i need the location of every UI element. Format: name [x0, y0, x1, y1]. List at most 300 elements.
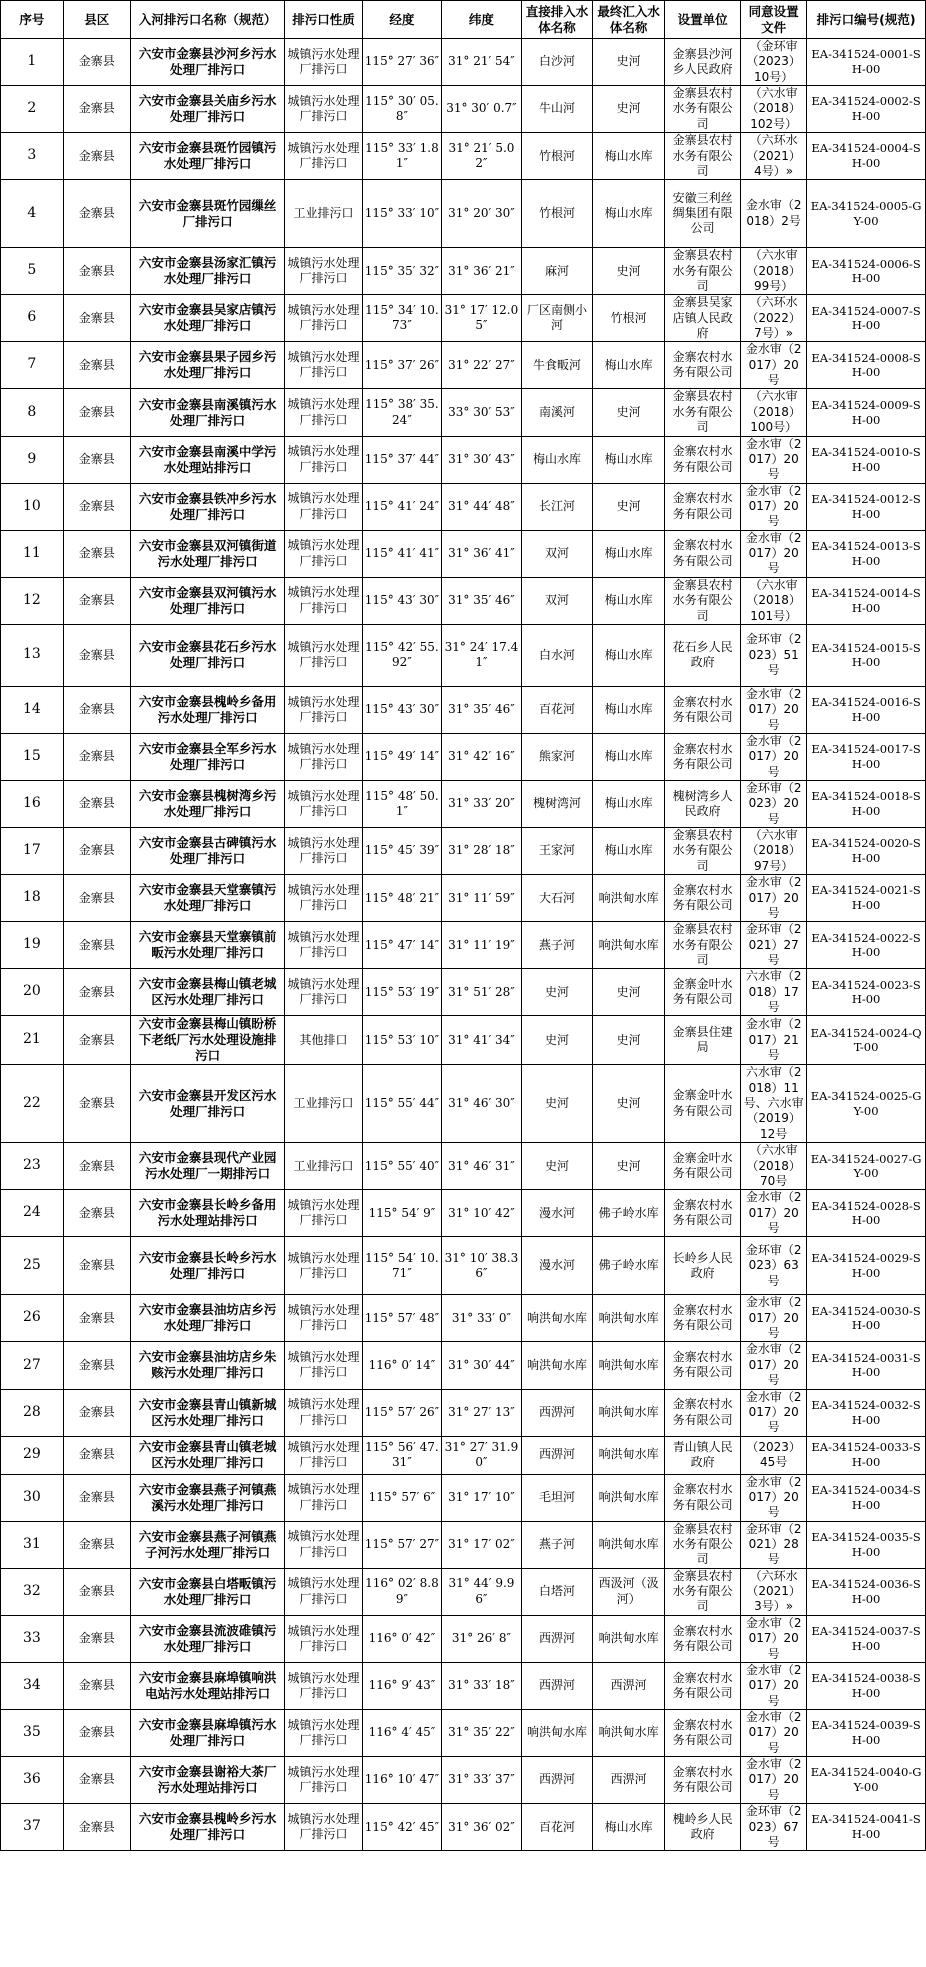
direct-water-cell: 梅山水库 [521, 436, 593, 483]
unit-cell: 金寨县农村水务有限公司 [665, 1521, 741, 1568]
direct-water-cell: 西淠河 [521, 1389, 593, 1436]
latitude-cell: 31° 17′ 10″ [442, 1474, 522, 1521]
seq-cell: 13 [1, 624, 64, 686]
final-water-cell: 西淠河 [593, 1662, 665, 1709]
longitude-cell: 115° 47′ 14″ [362, 922, 442, 969]
final-water-cell: 响洪甸水库 [593, 922, 665, 969]
table-row [1, 1615, 926, 1662]
final-water-cell: 响洪甸水库 [593, 1709, 665, 1756]
table-row [1, 248, 926, 295]
seq-cell: 12 [1, 577, 64, 624]
direct-water-cell: 西淠河 [521, 1615, 593, 1662]
longitude-cell: 116° 02′ 8.89″ [362, 1568, 442, 1615]
longitude-cell: 116° 0′ 42″ [362, 1615, 442, 1662]
unit-cell: 金寨金叶水务有限公司 [665, 1065, 741, 1143]
outfall-code-cell: EA-341524-0007-SH-00 [807, 295, 926, 342]
latitude-cell: 31° 36′ 02″ [442, 1804, 522, 1851]
outfall-code-cell: EA-341524-0022-SH-00 [807, 922, 926, 969]
approval-doc-cell: （2023）45号 [741, 1436, 807, 1474]
approval-doc-cell: （六环水（2021）4号）» [741, 133, 807, 180]
direct-water-cell: 史河 [521, 1065, 593, 1143]
nature-cell: 城镇污水处理厂排污口 [285, 342, 362, 389]
final-water-cell: 梅山水库 [593, 686, 665, 733]
direct-water-cell: 西淠河 [521, 1757, 593, 1804]
final-water-cell: 响洪甸水库 [593, 1295, 665, 1342]
outfall-code-cell: EA-341524-0016-SH-00 [807, 686, 926, 733]
seq-cell: 11 [1, 530, 64, 577]
unit-cell: 金寨县农村水务有限公司 [665, 828, 741, 875]
table-row [1, 1295, 926, 1342]
longitude-cell: 116° 9′ 43″ [362, 1662, 442, 1709]
longitude-cell: 115° 56′ 47.31″ [362, 1436, 442, 1474]
nature-cell: 城镇污水处理厂排污口 [285, 1237, 362, 1295]
outfall-code-cell: EA-341524-0014-SH-00 [807, 577, 926, 624]
seq-cell: 7 [1, 342, 64, 389]
county-cell: 金寨县 [63, 1615, 130, 1662]
county-cell: 金寨县 [63, 180, 130, 248]
seq-cell: 20 [1, 969, 64, 1016]
direct-water-cell: 史河 [521, 969, 593, 1016]
seq-cell: 3 [1, 133, 64, 180]
direct-water-cell: 牛食畈河 [521, 342, 593, 389]
header-nature: 排污口性质 [285, 1, 362, 39]
county-cell: 金寨县 [63, 577, 130, 624]
header-outfall-name: 入河排污口名称（规范） [130, 1, 285, 39]
table-body [1, 39, 926, 1851]
final-water-cell: 史河 [593, 969, 665, 1016]
county-cell: 金寨县 [63, 1709, 130, 1756]
latitude-cell: 31° 33′ 18″ [442, 1662, 522, 1709]
table-row [1, 295, 926, 342]
county-cell: 金寨县 [63, 133, 130, 180]
outfall-code-cell: EA-341524-0001-SH-00 [807, 39, 926, 86]
direct-water-cell: 漫水河 [521, 1237, 593, 1295]
header-approval-doc: 同意设置文件 [741, 1, 807, 39]
outfall-code-cell: EA-341524-0017-SH-00 [807, 733, 926, 780]
direct-water-cell: 槐树湾河 [521, 781, 593, 828]
approval-doc-cell: （六水审（2018）99号） [741, 248, 807, 295]
table-row [1, 733, 926, 780]
unit-cell: 金寨农村水务有限公司 [665, 483, 741, 530]
approval-doc-cell: 金水审（2018）2号 [741, 180, 807, 248]
table-row [1, 1065, 926, 1143]
table-row [1, 828, 926, 875]
longitude-cell: 115° 45′ 39″ [362, 828, 442, 875]
table-row [1, 133, 926, 180]
direct-water-cell: 麻河 [521, 248, 593, 295]
final-water-cell: 响洪甸水库 [593, 1436, 665, 1474]
nature-cell: 城镇污水处理厂排污口 [285, 686, 362, 733]
direct-water-cell: 百花河 [521, 686, 593, 733]
latitude-cell: 31° 17′ 12.05″ [442, 295, 522, 342]
longitude-cell: 115° 55′ 44″ [362, 1065, 442, 1143]
final-water-cell: 史河 [593, 483, 665, 530]
header-outfall-code: 排污口编号(规范) [807, 1, 926, 39]
header-unit: 设置单位 [665, 1, 741, 39]
final-water-cell: 梅山水库 [593, 530, 665, 577]
approval-doc-cell: 六水审（2018）11号、六水审（2019）12号 [741, 1065, 807, 1143]
latitude-cell: 31° 44′ 9.96″ [442, 1568, 522, 1615]
approval-doc-cell: 金水审（2017）20号 [741, 342, 807, 389]
final-water-cell: 竹根河 [593, 295, 665, 342]
table-row [1, 781, 926, 828]
county-cell: 金寨县 [63, 922, 130, 969]
final-water-cell: 史河 [593, 86, 665, 133]
outfall-name-cell: 六安市金寨县麻埠镇污水处理厂排污口 [130, 1709, 285, 1756]
nature-cell: 城镇污水处理厂排污口 [285, 781, 362, 828]
approval-doc-cell: 金环审（2021）27号 [741, 922, 807, 969]
latitude-cell: 31° 33′ 20″ [442, 781, 522, 828]
outfall-code-cell: EA-341524-0030-SH-00 [807, 1295, 926, 1342]
county-cell: 金寨县 [63, 969, 130, 1016]
direct-water-cell: 厂区南侧小河 [521, 295, 593, 342]
outfall-code-cell: EA-341524-0024-QT-00 [807, 1016, 926, 1065]
final-water-cell: 佛子岭水库 [593, 1190, 665, 1237]
seq-cell: 33 [1, 1615, 64, 1662]
latitude-cell: 31° 26′ 8″ [442, 1615, 522, 1662]
latitude-cell: 31° 17′ 02″ [442, 1521, 522, 1568]
nature-cell: 城镇污水处理厂排污口 [285, 295, 362, 342]
latitude-cell: 31° 42′ 16″ [442, 733, 522, 780]
direct-water-cell: 西淠河 [521, 1436, 593, 1474]
unit-cell: 金寨县农村水务有限公司 [665, 1568, 741, 1615]
table-row [1, 1709, 926, 1756]
unit-cell: 青山镇人民政府 [665, 1436, 741, 1474]
outfall-name-cell: 六安市金寨县古碑镇污水处理厂排污口 [130, 828, 285, 875]
final-water-cell: 响洪甸水库 [593, 1615, 665, 1662]
final-water-cell: 响洪甸水库 [593, 1474, 665, 1521]
final-water-cell: 响洪甸水库 [593, 1521, 665, 1568]
direct-water-cell: 王家河 [521, 828, 593, 875]
outfall-code-cell: EA-341524-0027-GY-00 [807, 1143, 926, 1190]
direct-water-cell: 燕子河 [521, 922, 593, 969]
seq-cell: 23 [1, 1143, 64, 1190]
longitude-cell: 115° 57′ 48″ [362, 1295, 442, 1342]
outfall-name-cell: 六安市金寨县麻埠镇响洪电站污水处理站排污口 [130, 1662, 285, 1709]
approval-doc-cell: 金水审（2017）20号 [741, 875, 807, 922]
table-row [1, 342, 926, 389]
outfall-code-cell: EA-341524-0028-SH-00 [807, 1190, 926, 1237]
county-cell: 金寨县 [63, 1757, 130, 1804]
table-row [1, 1143, 926, 1190]
latitude-cell: 31° 28′ 18″ [442, 828, 522, 875]
latitude-cell: 31° 41′ 34″ [442, 1016, 522, 1065]
latitude-cell: 31° 30′ 44″ [442, 1342, 522, 1389]
unit-cell: 金寨县住建局 [665, 1016, 741, 1065]
county-cell: 金寨县 [63, 1342, 130, 1389]
longitude-cell: 115° 57′ 27″ [362, 1521, 442, 1568]
outfall-code-cell: EA-341524-0018-SH-00 [807, 781, 926, 828]
direct-water-cell: 白塔河 [521, 1568, 593, 1615]
nature-cell: 城镇污水处理厂排污口 [285, 389, 362, 436]
approval-doc-cell: 金水审（2017）20号 [741, 530, 807, 577]
longitude-cell: 115° 53′ 19″ [362, 969, 442, 1016]
unit-cell: 金寨县吴家店镇人民政府 [665, 295, 741, 342]
seq-cell: 2 [1, 86, 64, 133]
direct-water-cell: 竹根河 [521, 133, 593, 180]
approval-doc-cell: 金水审（2017）20号 [741, 686, 807, 733]
latitude-cell: 31° 11′ 19″ [442, 922, 522, 969]
county-cell: 金寨县 [63, 248, 130, 295]
latitude-cell: 31° 21′ 5.02″ [442, 133, 522, 180]
longitude-cell: 115° 38′ 35.24″ [362, 389, 442, 436]
longitude-cell: 115° 41′ 24″ [362, 483, 442, 530]
approval-doc-cell: 金水审（2017）20号 [741, 436, 807, 483]
unit-cell: 金寨农村水务有限公司 [665, 1662, 741, 1709]
seq-cell: 16 [1, 781, 64, 828]
seq-cell: 24 [1, 1190, 64, 1237]
latitude-cell: 31° 35′ 46″ [442, 686, 522, 733]
outfall-name-cell: 六安市金寨县槐树湾乡污水处理厂排污口 [130, 781, 285, 828]
outfall-code-cell: EA-341524-0008-SH-00 [807, 342, 926, 389]
table-row [1, 1804, 926, 1851]
approval-doc-cell: 金环审（2023）20号 [741, 781, 807, 828]
approval-doc-cell: 金环审（2021）28号 [741, 1521, 807, 1568]
unit-cell: 安徽三利丝绸集团有限公司 [665, 180, 741, 248]
outfall-name-cell: 六安市金寨县天堂寨镇污水处理厂排污口 [130, 875, 285, 922]
direct-water-cell: 长江河 [521, 483, 593, 530]
seq-cell: 15 [1, 733, 64, 780]
outfall-name-cell: 六安市金寨县汤家汇镇污水处理厂排污口 [130, 248, 285, 295]
longitude-cell: 115° 41′ 41″ [362, 530, 442, 577]
approval-doc-cell: （六水审（2018）70号 [741, 1143, 807, 1190]
direct-water-cell: 白沙河 [521, 39, 593, 86]
direct-water-cell: 漫水河 [521, 1190, 593, 1237]
latitude-cell: 31° 22′ 27″ [442, 342, 522, 389]
outfall-name-cell: 六安市金寨县青山镇老城区污水处理厂排污口 [130, 1436, 285, 1474]
outfall-code-cell: EA-341524-0020-SH-00 [807, 828, 926, 875]
table-row [1, 875, 926, 922]
final-water-cell: 梅山水库 [593, 733, 665, 780]
county-cell: 金寨县 [63, 1804, 130, 1851]
longitude-cell: 115° 37′ 26″ [362, 342, 442, 389]
outfall-name-cell: 六安市金寨县现代产业园污水处理厂一期排污口 [130, 1143, 285, 1190]
county-cell: 金寨县 [63, 1065, 130, 1143]
final-water-cell: 史河 [593, 1016, 665, 1065]
longitude-cell: 115° 57′ 26″ [362, 1389, 442, 1436]
approval-doc-cell: 金水审（2017）20号 [741, 1342, 807, 1389]
nature-cell: 城镇污水处理厂排污口 [285, 39, 362, 86]
county-cell: 金寨县 [63, 1662, 130, 1709]
outfall-code-cell: EA-341524-0029-SH-00 [807, 1237, 926, 1295]
header-county: 县区 [63, 1, 130, 39]
longitude-cell: 116° 0′ 14″ [362, 1342, 442, 1389]
longitude-cell: 115° 42′ 55.92″ [362, 624, 442, 686]
final-water-cell: 史河 [593, 1143, 665, 1190]
nature-cell: 城镇污水处理厂排污口 [285, 1709, 362, 1756]
unit-cell: 花石乡人民政府 [665, 624, 741, 686]
outfall-name-cell: 六安市金寨县全军乡污水处理厂排污口 [130, 733, 285, 780]
outfall-code-cell: EA-341524-0036-SH-00 [807, 1568, 926, 1615]
nature-cell: 城镇污水处理厂排污口 [285, 1804, 362, 1851]
approval-doc-cell: （金环审（2023）10号） [741, 39, 807, 86]
approval-doc-cell: （六水审（2018）97号） [741, 828, 807, 875]
table-row [1, 39, 926, 86]
outfall-name-cell: 六安市金寨县燕子河镇燕子河污水处理厂排污口 [130, 1521, 285, 1568]
outfall-code-cell: EA-341524-0038-SH-00 [807, 1662, 926, 1709]
longitude-cell: 115° 35′ 32″ [362, 248, 442, 295]
latitude-cell: 31° 46′ 31″ [442, 1143, 522, 1190]
final-water-cell: 史河 [593, 248, 665, 295]
nature-cell: 城镇污水处理厂排污口 [285, 1342, 362, 1389]
unit-cell: 金寨农村水务有限公司 [665, 1615, 741, 1662]
outfall-name-cell: 六安市金寨县油坊店乡污水处理厂排污口 [130, 1295, 285, 1342]
table-row [1, 1237, 926, 1295]
unit-cell: 金寨金叶水务有限公司 [665, 1143, 741, 1190]
final-water-cell: 响洪甸水库 [593, 1389, 665, 1436]
outfall-name-cell: 六安市金寨县梅山镇盼桥下老纸厂污水处理设施排污口 [130, 1016, 285, 1065]
unit-cell: 金寨县农村水务有限公司 [665, 86, 741, 133]
final-water-cell: 梅山水库 [593, 781, 665, 828]
nature-cell: 城镇污水处理厂排污口 [285, 922, 362, 969]
latitude-cell: 31° 36′ 41″ [442, 530, 522, 577]
direct-water-cell: 西淠河 [521, 1662, 593, 1709]
seq-cell: 10 [1, 483, 64, 530]
seq-cell: 21 [1, 1016, 64, 1065]
unit-cell: 金寨农村水务有限公司 [665, 1389, 741, 1436]
final-water-cell: 佛子岭水库 [593, 1237, 665, 1295]
county-cell: 金寨县 [63, 624, 130, 686]
approval-doc-cell: 金环审（2023）63号 [741, 1237, 807, 1295]
approval-doc-cell: （六环水（2021）3号）» [741, 1568, 807, 1615]
nature-cell: 城镇污水处理厂排污口 [285, 1615, 362, 1662]
outfall-name-cell: 六安市金寨县双河镇街道污水处理厂排污口 [130, 530, 285, 577]
approval-doc-cell: 金水审（2017）20号 [741, 1709, 807, 1756]
longitude-cell: 115° 48′ 21″ [362, 875, 442, 922]
unit-cell: 金寨县农村水务有限公司 [665, 133, 741, 180]
latitude-cell: 31° 35′ 22″ [442, 1709, 522, 1756]
outfall-name-cell: 六安市金寨县谢裕大茶厂污水处理站排污口 [130, 1757, 285, 1804]
approval-doc-cell: 金水审（2017）20号 [741, 733, 807, 780]
outfall-code-cell: EA-341524-0037-SH-00 [807, 1615, 926, 1662]
nature-cell: 城镇污水处理厂排污口 [285, 86, 362, 133]
county-cell: 金寨县 [63, 1143, 130, 1190]
table-row [1, 389, 926, 436]
outfall-name-cell: 六安市金寨县槐岭乡备用污水处理厂排污口 [130, 686, 285, 733]
nature-cell: 城镇污水处理厂排污口 [285, 577, 362, 624]
county-cell: 金寨县 [63, 686, 130, 733]
seq-cell: 35 [1, 1709, 64, 1756]
latitude-cell: 31° 21′ 54″ [442, 39, 522, 86]
outfall-code-cell: EA-341524-0009-SH-00 [807, 389, 926, 436]
outfall-name-cell: 六安市金寨县花石乡污水处理厂排污口 [130, 624, 285, 686]
nature-cell: 城镇污水处理厂排污口 [285, 1190, 362, 1237]
nature-cell: 城镇污水处理厂排污口 [285, 133, 362, 180]
approval-doc-cell: 金水审（2017）20号 [741, 1389, 807, 1436]
table-row [1, 1389, 926, 1436]
table-row [1, 1757, 926, 1804]
county-cell: 金寨县 [63, 1568, 130, 1615]
nature-cell: 城镇污水处理厂排污口 [285, 969, 362, 1016]
unit-cell: 金寨县农村水务有限公司 [665, 389, 741, 436]
outfall-name-cell: 六安市金寨县双河镇污水处理厂排污口 [130, 577, 285, 624]
unit-cell: 金寨县农村水务有限公司 [665, 248, 741, 295]
nature-cell: 城镇污水处理厂排污口 [285, 530, 362, 577]
outfall-name-cell: 六安市金寨县沙河乡污水处理厂排污口 [130, 39, 285, 86]
outfall-code-cell: EA-341524-0023-SH-00 [807, 969, 926, 1016]
county-cell: 金寨县 [63, 1436, 130, 1474]
final-water-cell: 梅山水库 [593, 624, 665, 686]
county-cell: 金寨县 [63, 828, 130, 875]
table-row [1, 1190, 926, 1237]
county-cell: 金寨县 [63, 530, 130, 577]
outfall-name-cell: 六安市金寨县流波碓镇污水处理厂排污口 [130, 1615, 285, 1662]
unit-cell: 金寨县农村水务有限公司 [665, 577, 741, 624]
header-row [1, 1, 926, 39]
final-water-cell: 梅山水库 [593, 828, 665, 875]
seq-cell: 27 [1, 1342, 64, 1389]
nature-cell: 城镇污水处理厂排污口 [285, 875, 362, 922]
nature-cell: 城镇污水处理厂排污口 [285, 1474, 362, 1521]
seq-cell: 37 [1, 1804, 64, 1851]
county-cell: 金寨县 [63, 389, 130, 436]
approval-doc-cell: （六环水（2022）7号）» [741, 295, 807, 342]
seq-cell: 4 [1, 180, 64, 248]
table-row [1, 530, 926, 577]
nature-cell: 城镇污水处理厂排污口 [285, 1568, 362, 1615]
outfall-code-cell: EA-341524-0002-SH-00 [807, 86, 926, 133]
final-water-cell: 响洪甸水库 [593, 875, 665, 922]
latitude-cell: 31° 30′ 43″ [442, 436, 522, 483]
final-water-cell: 梅山水库 [593, 577, 665, 624]
direct-water-cell: 响洪甸水库 [521, 1342, 593, 1389]
seq-cell: 31 [1, 1521, 64, 1568]
latitude-cell: 31° 20′ 30″ [442, 180, 522, 248]
unit-cell: 金寨农村水务有限公司 [665, 1342, 741, 1389]
outfall-code-cell: EA-341524-0013-SH-00 [807, 530, 926, 577]
latitude-cell: 33° 30′ 53″ [442, 389, 522, 436]
outfall-code-cell: EA-341524-0032-SH-00 [807, 1389, 926, 1436]
outfall-name-cell: 六安市金寨县南溪镇污水处理厂排污口 [130, 389, 285, 436]
outfall-name-cell: 六安市金寨县果子园乡污水处理厂排污口 [130, 342, 285, 389]
outfall-name-cell: 六安市金寨县斑竹园镇污水处理厂排污口 [130, 133, 285, 180]
latitude-cell: 31° 10′ 38.36″ [442, 1237, 522, 1295]
direct-water-cell: 白水河 [521, 624, 593, 686]
longitude-cell: 116° 4′ 45″ [362, 1709, 442, 1756]
outfall-code-cell: EA-341524-0041-SH-00 [807, 1804, 926, 1851]
seq-cell: 8 [1, 389, 64, 436]
outfall-name-cell: 六安市金寨县槐岭乡污水处理厂排污口 [130, 1804, 285, 1851]
approval-doc-cell: 金环审（2023）51号 [741, 624, 807, 686]
county-cell: 金寨县 [63, 875, 130, 922]
outfall-code-cell: EA-341524-0010-SH-00 [807, 436, 926, 483]
final-water-cell: 梅山水库 [593, 133, 665, 180]
longitude-cell: 115° 27′ 36″ [362, 39, 442, 86]
direct-water-cell: 熊家河 [521, 733, 593, 780]
approval-doc-cell: 六水审（2018）17号 [741, 969, 807, 1016]
final-water-cell: 史河 [593, 1065, 665, 1143]
seq-cell: 28 [1, 1389, 64, 1436]
header-latitude: 纬度 [442, 1, 522, 39]
approval-doc-cell: 金水审（2017）20号 [741, 1757, 807, 1804]
nature-cell: 城镇污水处理厂排污口 [285, 1389, 362, 1436]
direct-water-cell: 响洪甸水库 [521, 1709, 593, 1756]
latitude-cell: 31° 33′ 0″ [442, 1295, 522, 1342]
unit-cell: 金寨农村水务有限公司 [665, 875, 741, 922]
header-direct-water: 直接排入水体名称 [521, 1, 593, 39]
nature-cell: 城镇污水处理厂排污口 [285, 733, 362, 780]
longitude-cell: 115° 43′ 30″ [362, 577, 442, 624]
latitude-cell: 31° 46′ 30″ [442, 1065, 522, 1143]
latitude-cell: 31° 27′ 31.90″ [442, 1436, 522, 1474]
county-cell: 金寨县 [63, 39, 130, 86]
seq-cell: 9 [1, 436, 64, 483]
unit-cell: 金寨农村水务有限公司 [665, 686, 741, 733]
seq-cell: 14 [1, 686, 64, 733]
longitude-cell: 115° 48′ 50.1″ [362, 781, 442, 828]
approval-doc-cell: （六水审（2018）102号） [741, 86, 807, 133]
outfall-name-cell: 六安市金寨县吴家店镇污水处理厂排污口 [130, 295, 285, 342]
